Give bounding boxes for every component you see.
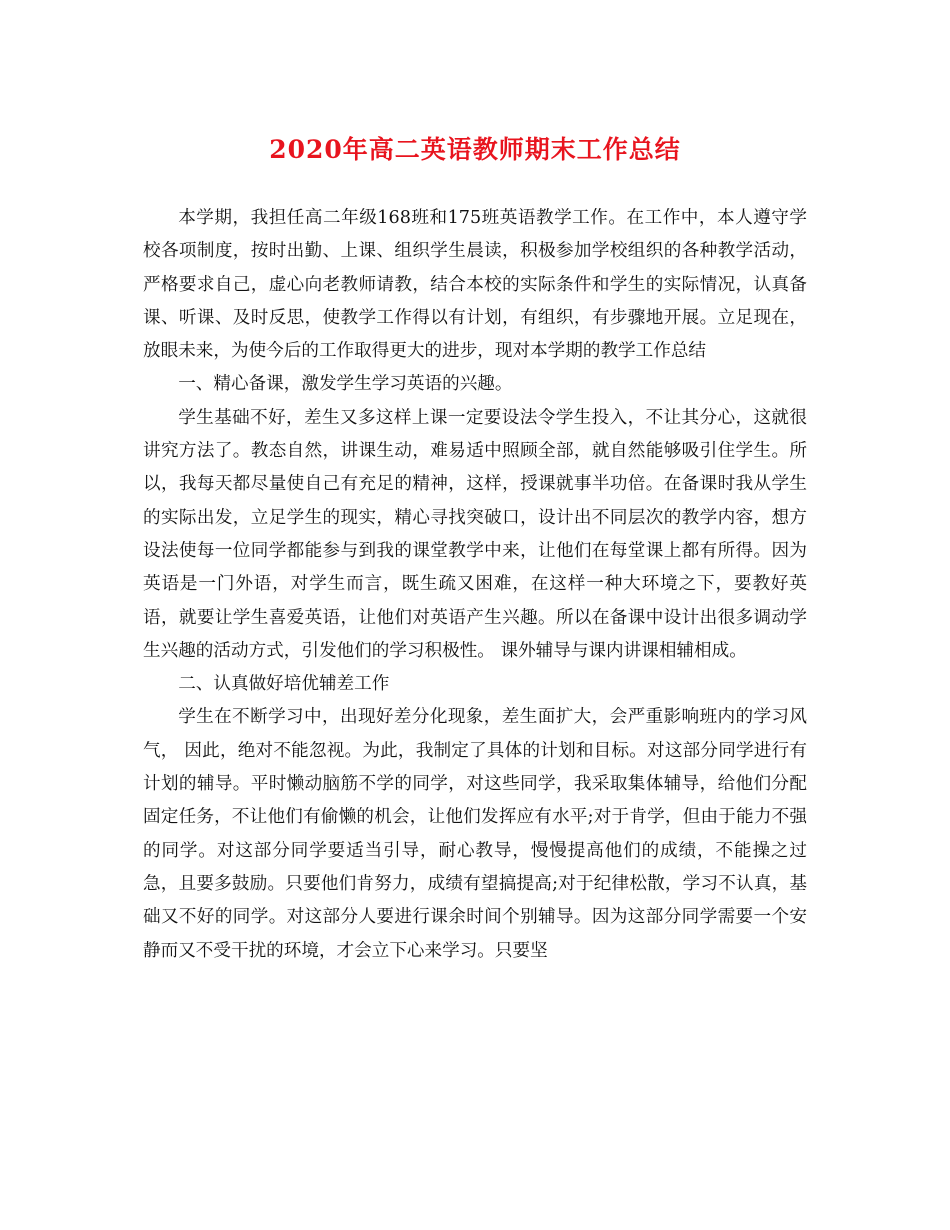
section-heading-2: 二、认真做好培优辅差工作 bbox=[178, 674, 390, 695]
document-body bbox=[143, 202, 807, 968]
document-title: 2020年高二英语教师期末工作总结 bbox=[269, 135, 681, 164]
paragraph-section-1: 学生基础不好，差生又多这样上课一定要设法令学生投入，不让其分心，这就很讲究方法了。教态自然，讲课生动，难易适中照顾全部，就自然能够吸引住学生。所以，我每天都尽量使自己有充足的精神，这样，授课就事半功倍。在备课时我从学生的实际出发，立足学生的现实，精心寻找突破口，设计出不同层次的教学内容，想方设法使每一位同学都能参与到我的课堂教学中来，让他们在每堂课上都有所得。因为英语是一门外语，对学生而言，既生疏又困难，在这样一种大环境之下，要教好英语，就要让学生喜爱英语，让他们对英语产生兴趣。所以在备课中设计出很多调动学生兴趣的活动方式，引发他们的学习积极性。 课外辅导与课内讲课相辅相成。 bbox=[143, 407, 807, 661]
paragraph-section-2: 学生在不断学习中，出现好差分化现象，差生面扩大，会严重影响班内的学习风气， 因此，绝对不能忽视。为此，我制定了具体的计划和目标。对这部分同学进行有计划的辅导。平时懒动脑筋不学的同学，对这些同学，我采取集体辅导，给他们分配固定任务，不让他们有偷懒的机会，让他们发挥应有水平;对于肯学，但由于能力不强的同学。对这部分同学要适当引导，耐心教导，慢慢提高他们的成绩，不能操之过急，且要多鼓励。只要他们肯努力，成绩有望搞提高;对于纪律松散，学习不认真，基础又不好的同学。对这部分人要进行课余时间个别辅导。因为这部分同学需要一个安静而又不受干扰的环境，才会立下心来学习。只要坚 bbox=[143, 707, 807, 961]
paragraph-intro: 本学期，我担任高二年级168班和175班英语教学工作。在工作中，本人遵守学校各项制度，按时出勤、上课、组织学生晨读，积极参加学校组织的各种教学活动，严格要求自己，虚心向老教师请教，结合本校的实际条件和学生的实际情况，认真备课、听课、及时反思，使教学工作得以有计划，有组织，有步骤地开展。立足现在，放眼未来，为使今后的工作取得更大的进步，现对本学期的教学工作总结 bbox=[143, 208, 807, 362]
section-heading-1: 一、精心备课，激发学生学习英语的兴趣。 bbox=[178, 374, 513, 395]
